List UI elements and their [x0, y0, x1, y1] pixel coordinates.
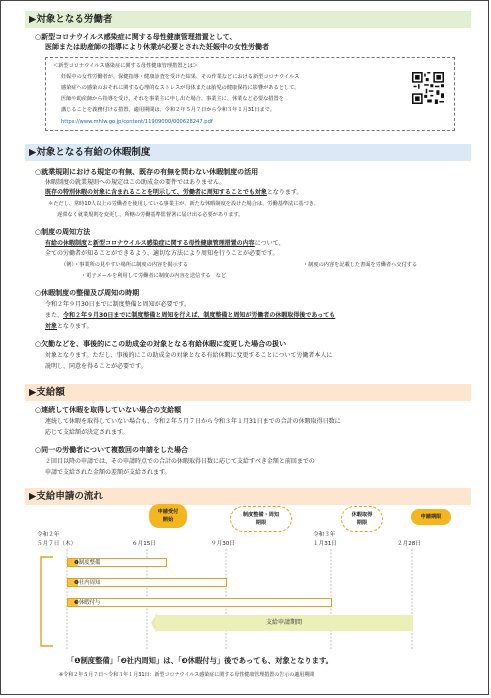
section-heading-leave-system: ▶対象となる有給の休暇制度	[25, 144, 471, 161]
flow-footer-note: 「❶制度整備」「❷社内周知」は、「❸休暇付与」後であっても、対象となります。	[67, 656, 333, 665]
timing-title: ○休暇制度の整備及び周知の時期	[35, 289, 140, 297]
info-box-line-4: 講じることを義務付ける措置。適用期間は、令和２年５月７日から令和３年１月31日まで。	[61, 107, 275, 113]
bubble-setup-notice-deadline: 制度整備・周知 期限	[230, 506, 292, 532]
bar-leave-grant: ❸休暇付与	[67, 598, 332, 607]
info-box-line-3: 医師や助産師から指導を受け、それを事業主に申し出た場合、事業主に、休業など必要な措置を	[61, 96, 284, 102]
date-jan-31: １月31日	[313, 541, 337, 547]
notification-method-line-2: 全ての労働者が知ることができるよう、適切な方法により周知を行うことが必要です。	[45, 250, 279, 257]
bar-system-setup: ❶制度整備	[67, 558, 167, 567]
timing-line-1: 令和２年９月30日までに制度整備と周知が必要です。	[45, 301, 191, 308]
info-box-line-2: 感染症への感染のおそれに関する心理的なストレスが母体または胎児の健康保持に影響があるとして、	[61, 85, 300, 91]
multiple-application-title: ○同一の労働者について複数回の申請をした場合	[35, 446, 188, 454]
bubble-leave-deadline: 休暇取得 期限	[341, 506, 383, 532]
consecutive-leave-line-1: 連続して休暇を取得していない場合も、令和２年５月７日から令和３年１月31日までの合計の休暇取得日数に	[45, 418, 341, 425]
application-period-footnote: ※令和２年５月７日～令和３年１月31日：新型コロナウイルス感染症に関する母性健康管理措置の告示の適用期間	[59, 672, 315, 678]
consecutive-leave-line-2: 応じて支給額が決定されます。	[45, 429, 129, 436]
date-feb-28: ２月28日	[397, 541, 421, 547]
leave-system-rule-title: ○就業規則における規定の有無、既存の有無を問わない休暇制度の活用	[35, 168, 259, 176]
absence-conversion-line-2: 説明し、同意を得ることが必要です。	[45, 363, 147, 370]
bar-internal-notice: ❷社内周知	[67, 578, 227, 587]
section-heading-application-flow: ▶支給申請の流れ	[25, 488, 471, 505]
timing-line-2: また、令和２年９月30日までに制度整備と周知を行えば、制度整備と周知が労働者の休暇取得後であっても	[45, 312, 336, 319]
leave-system-note-2: 遅滞なく就業規則を変更し、所轄の労働基準監督署に届け出る必要があります。	[57, 212, 244, 218]
bubble-application-start: 申請受付 開始	[149, 504, 187, 528]
notification-example-3: ・電子メールを利用して労働者に制度の内容を送信する など	[81, 273, 227, 279]
info-box-title: ＜新型コロナウイルス感染症に関する母性健康管理措置とは＞	[53, 63, 198, 69]
date-sep-30: ９月30日	[211, 541, 235, 547]
leave-system-line-1: 休暇制度の就業規則への規定はこの助成金の要件ではありません。	[45, 179, 226, 186]
multiple-application-line-1: ２回目以降の申請では、その申請時点での合計の休暇取得日数に応じて支給すべき金額と前回までの	[45, 458, 315, 465]
bubble-application-deadline: 申請期限	[411, 509, 451, 525]
consecutive-leave-title: ○連続して休暇を取得していない場合の支給額	[35, 406, 182, 414]
target-workers-title: ○新型コロナウイルス感染症に関する母性健康管理措置として、	[35, 33, 237, 41]
date-may-7: ５月７日（木）	[37, 541, 77, 547]
multiple-application-line-2: 申請で支給された金額の差額が支給されます。	[45, 469, 171, 476]
date-year-r3: 令和３年	[313, 532, 336, 538]
date-jun-15: ６月15日	[132, 541, 156, 547]
notification-example-2: ・制度の内容を記載した書面を労働者へ交付する	[303, 262, 418, 268]
target-workers-title-2: 医師または助産師の指導により休業が必要とされた妊娠中の女性労働者	[45, 43, 269, 51]
info-box-line-1: 妊娠中の女性労働者が、保健指導・健康診査を受けた結果、その作業などにおける新型コロナウイルス	[61, 74, 300, 80]
leave-system-line-2: 既存の特別休暇の対象に含まれることを明示して、労働者に周知することでも対象となります。	[45, 189, 303, 196]
absence-conversion-title: ○欠勤などを、事後的にこの助成金の対象となる有給休暇に変更した場合の扱い	[35, 340, 287, 348]
section-heading-payment-amount: ▶支給額	[25, 384, 471, 401]
date-year-r2: 令和２年	[37, 532, 60, 538]
absence-conversion-line-1: 対象となります。ただし、事後的にこの助成金の対象となる有給休暇に変更することについて労働者本人に	[45, 352, 333, 359]
notification-method-line-1: 有給の休暇制度と新型コロナウイルス感染症に関する母性健康管理措置の内容について、	[45, 240, 285, 247]
leave-system-note-1: ＊ただし、常時10人以上の労働者を使用している事業主が、新たな休暇制度を設けた場合は、労働基準法に基づき、	[48, 201, 319, 207]
section-heading-target-workers: ▶対象となる労働者	[25, 11, 471, 28]
qr-code-icon	[412, 72, 444, 104]
bar-application-period: 支給申請期間	[155, 615, 413, 631]
notification-method-title: ○制度の周知方法	[35, 228, 91, 236]
timing-line-3: 対象となります。	[45, 323, 93, 330]
notification-example-1: （例）・事業所の見やすい場所に制度の内容を掲示する	[61, 262, 189, 268]
info-box-url-link[interactable]: https://www.mhlw.go.jp/content/11909000/000628247.pdf	[61, 119, 213, 125]
